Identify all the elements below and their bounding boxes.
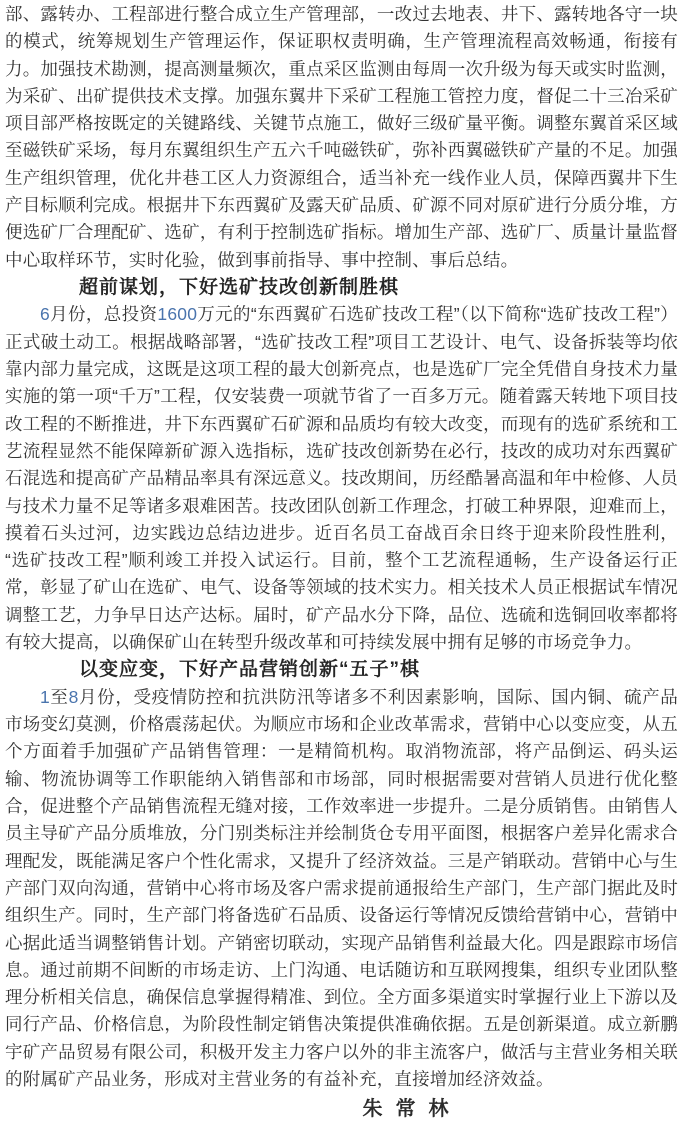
paragraph-marketing-five-measures	[5, 684, 678, 1093]
paragraph-production-management	[5, 1, 678, 274]
numeric-text-run: 8	[68, 686, 79, 707]
numeric-text-run: 1	[40, 686, 50, 707]
paragraph-beneficiation-project	[5, 301, 678, 656]
author-signature: 朱常林	[362, 1098, 462, 1121]
numeric-text-run: 6	[40, 304, 50, 325]
body-text-run: 月份，受疫情防控和抗洪防汛等诸多不利因素影响，国际、国内铜、硫产品市场变幻莫测，价格震荡起伏。为顺应市场和企业改革需求，营销中心以变应变，从五个方面着手加强矿产品销售管理：一是精简机构。取消物流部，将产品倒运、码头运输、物流协调等工作职能纳入销售部和市场部，同时根据需要对营销人员进行优化整合，促进整个产品销售流程无缝对接，工作效率进一步提升。二是分质销售。由销售人员主导矿产品分质堆放，分门别类标注并绘制货仓专用平面图，根据客户差异化需求合理配发，既能满足客户个性化需求，又提升了经济效益。三是产销联动。营销中心与生产部门双向沟通，营销中心将市场及客户需求提前通报给生产部门，生产部门据此及时组织生产。同时，生产部门将备选矿石品质、设备运行等情况反馈给营销中心，营销中心据此适当调整销售计划。产销密切联动，实现产品销售利益最大化。四是跟踪市场信息。通过前期不间断的市场走访、上门沟通、电话随访和互联网搜集，组织专业团队整理分析相关信息，确保信息掌握得精准、到位。全方面多渠道实时掌握行业上下游以及同行产品、价格信息，为阶段性制定销售决策提供准确依据。五是创新渠道。成立新鹏宇矿产品贸易有限公司，积极开发主力客户以外的非主流客户，做活与主营业务相关联的附属矿产品业务，形成对主营业务的有益补充，直接增加经济效益。	[5, 686, 678, 1089]
body-text-run: 月份，总投资	[49, 304, 158, 325]
body-text-run: 至	[49, 686, 69, 707]
body-text-run: 万元的“东西翼矿石选矿技改工程”（以下简称“选矿技改工程”）正式破土动工。根据战略部署，“选矿技改工程”项目工艺设计、电气、设备拆装等均依靠内部力量完成，这既是这项工程的最大创新亮点，也是选矿厂完全凭借自身技术力量实施的第一项“千万”工程，仅安装费一项就节省了一百多万元。随着露天转地下项目技改工程的不断推进，井下东西翼矿石矿源和品质均有较大改变，而现有的选矿系统和工艺流程显然不能保障新矿源入选指标，选矿技改创新势在必行，技改的成功对东西翼矿石混选和提高矿产品精品率具有深远意义。技改期间，历经酷暑高温和年中检修、人员与技术力量不足等诸多艰难困苦。技改团队创新工作理念，打破工种界限，迎难而上，摸着石头过河，边实践边总结边进步。近百名员工奋战百余日终于迎来阶段性胜利，“选矿技改工程”顺利竣工并投入试运行。目前，整个工艺流程通畅，生产设备运行正常，彰显了矿山在选矿、电气、设备等领域的技术实力。相关技术人员正根据试车情况调整工艺，力争早日达产达标。届时，矿产品水分下降，品位、选硫和选铜回收率都将有较大提高，以确保矿山在转型升级改革和可持续发展中拥有足够的市场竞争力。	[5, 304, 679, 653]
heading-beneficiation-upgrade: 超前谋划，下好选矿技改创新制胜棋	[79, 276, 400, 298]
body-text-run: 部、露转办、工程部进行整合成立生产管理部，一改过去地表、井下、露转地各守一块的模式，统筹规划生产管理运作，保证职权责明确，生产管理流程高效畅通，衔接有力。加强技术勘测，提高测量频次，重点采区监测由每周一次升级为每天或实时监测，为采矿、出矿提供技术支撑。加强东翼井下采矿工程施工管控力度，督促二十三冶采矿项目部严格按既定的关键路线、关键节点施工，做好三级矿量平衡。调整东翼首采区域至磁铁矿采场，每月东翼组织生产五六千吨磁铁矿，弥补西翼磁铁矿产量的不足。加强生产组织管理，优化井巷工区人力资源组合，适当补充一线作业人员，保障西翼井下生产目标顺利完成。根据井下东西翼矿及露天矿品质、矿源不同对原矿进行分质分堆，方便选矿厂合理配矿、选矿，有利于控制选矿指标。增加生产部、选矿厂、质量计量监督中心取样环节，实时化验，做到事前指导、事中控制、事后总结。	[5, 4, 678, 270]
heading-marketing-innovation: 以变应变，下好产品营销创新“五子”棋	[79, 659, 421, 681]
numeric-text-run: 1600	[157, 304, 198, 325]
